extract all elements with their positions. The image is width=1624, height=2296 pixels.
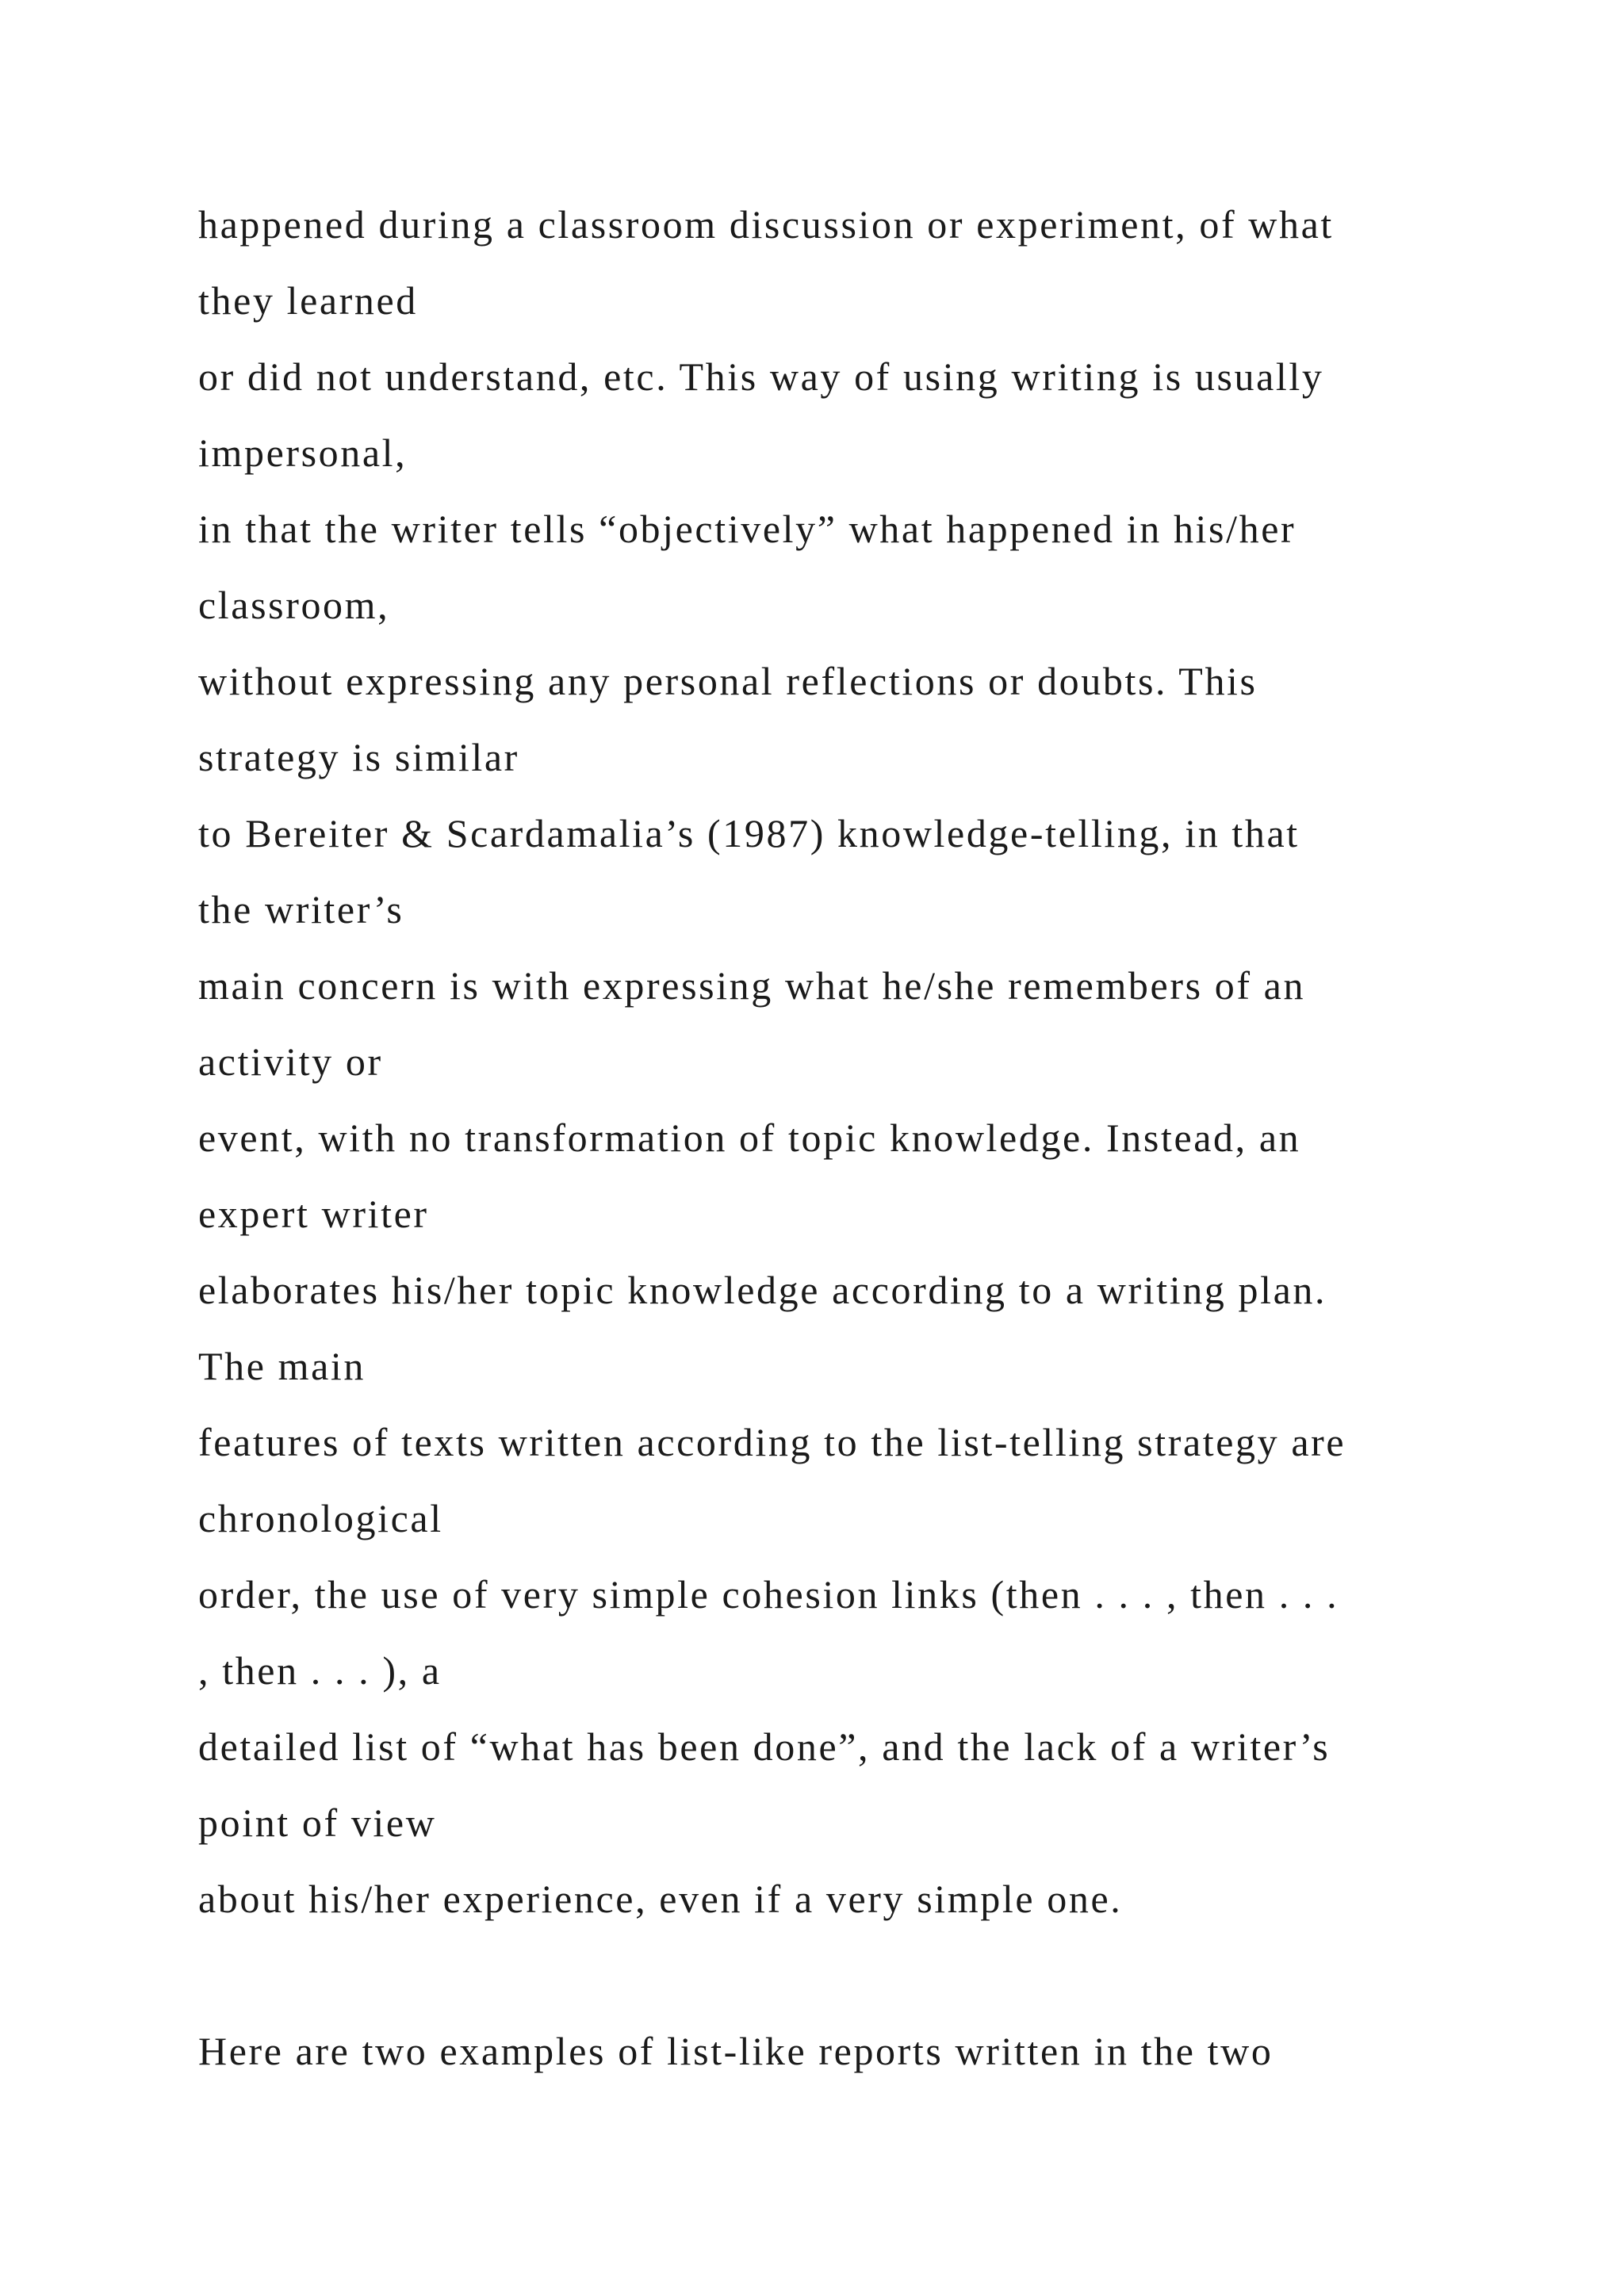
text-line: to Bereiter & Scardamalia’s (1987) knowledge-telling, in that: [198, 811, 1300, 855]
text-line: happened during a classroom discussion or experiment, of what: [198, 202, 1334, 247]
text-line: event, with no transformation of topic knowledge. Instead, an: [198, 1115, 1301, 1160]
text-line: impersonal,: [198, 430, 408, 475]
text-line: about his/her experience, even if a very simple one.: [198, 1877, 1123, 1921]
text-line: they learned: [198, 278, 418, 323]
text-line: The main: [198, 1344, 366, 1388]
body-text: [198, 197, 1546, 2099]
text-line: point of view: [198, 1800, 437, 1845]
text-line: features of texts written according to the list-telling strategy are: [198, 1420, 1346, 1464]
text-line: expert writer: [198, 1192, 429, 1236]
text-line: classroom,: [198, 583, 390, 627]
text-line: without expressing any personal reflections or doubts. This: [198, 659, 1258, 703]
text-line: chronological: [198, 1496, 443, 1540]
text-line: the writer’s: [198, 887, 404, 932]
text-line: activity or: [198, 1039, 383, 1084]
text-line: detailed list of “what has been done”, and the lack of a writer’s: [198, 1724, 1331, 1769]
text-line: strategy is similar: [198, 735, 519, 779]
text-line: order, the use of very simple cohesion links (then . . . , then . . .: [198, 1572, 1339, 1617]
text-line: Here are two examples of list-like reports written in the two: [198, 2029, 1274, 2073]
text-line: elaborates his/her topic knowledge according to a writing plan.: [198, 1268, 1327, 1312]
paragraph-break: [198, 1947, 1546, 2023]
text-line: in that the writer tells “objectively” what happened in his/her: [198, 507, 1297, 551]
text-line: , then . . . ), a: [198, 1648, 442, 1693]
text-line: or did not understand, etc. This way of using writing is usually: [198, 354, 1324, 399]
text-line: main concern is with expressing what he/she remembers of an: [198, 963, 1306, 1008]
